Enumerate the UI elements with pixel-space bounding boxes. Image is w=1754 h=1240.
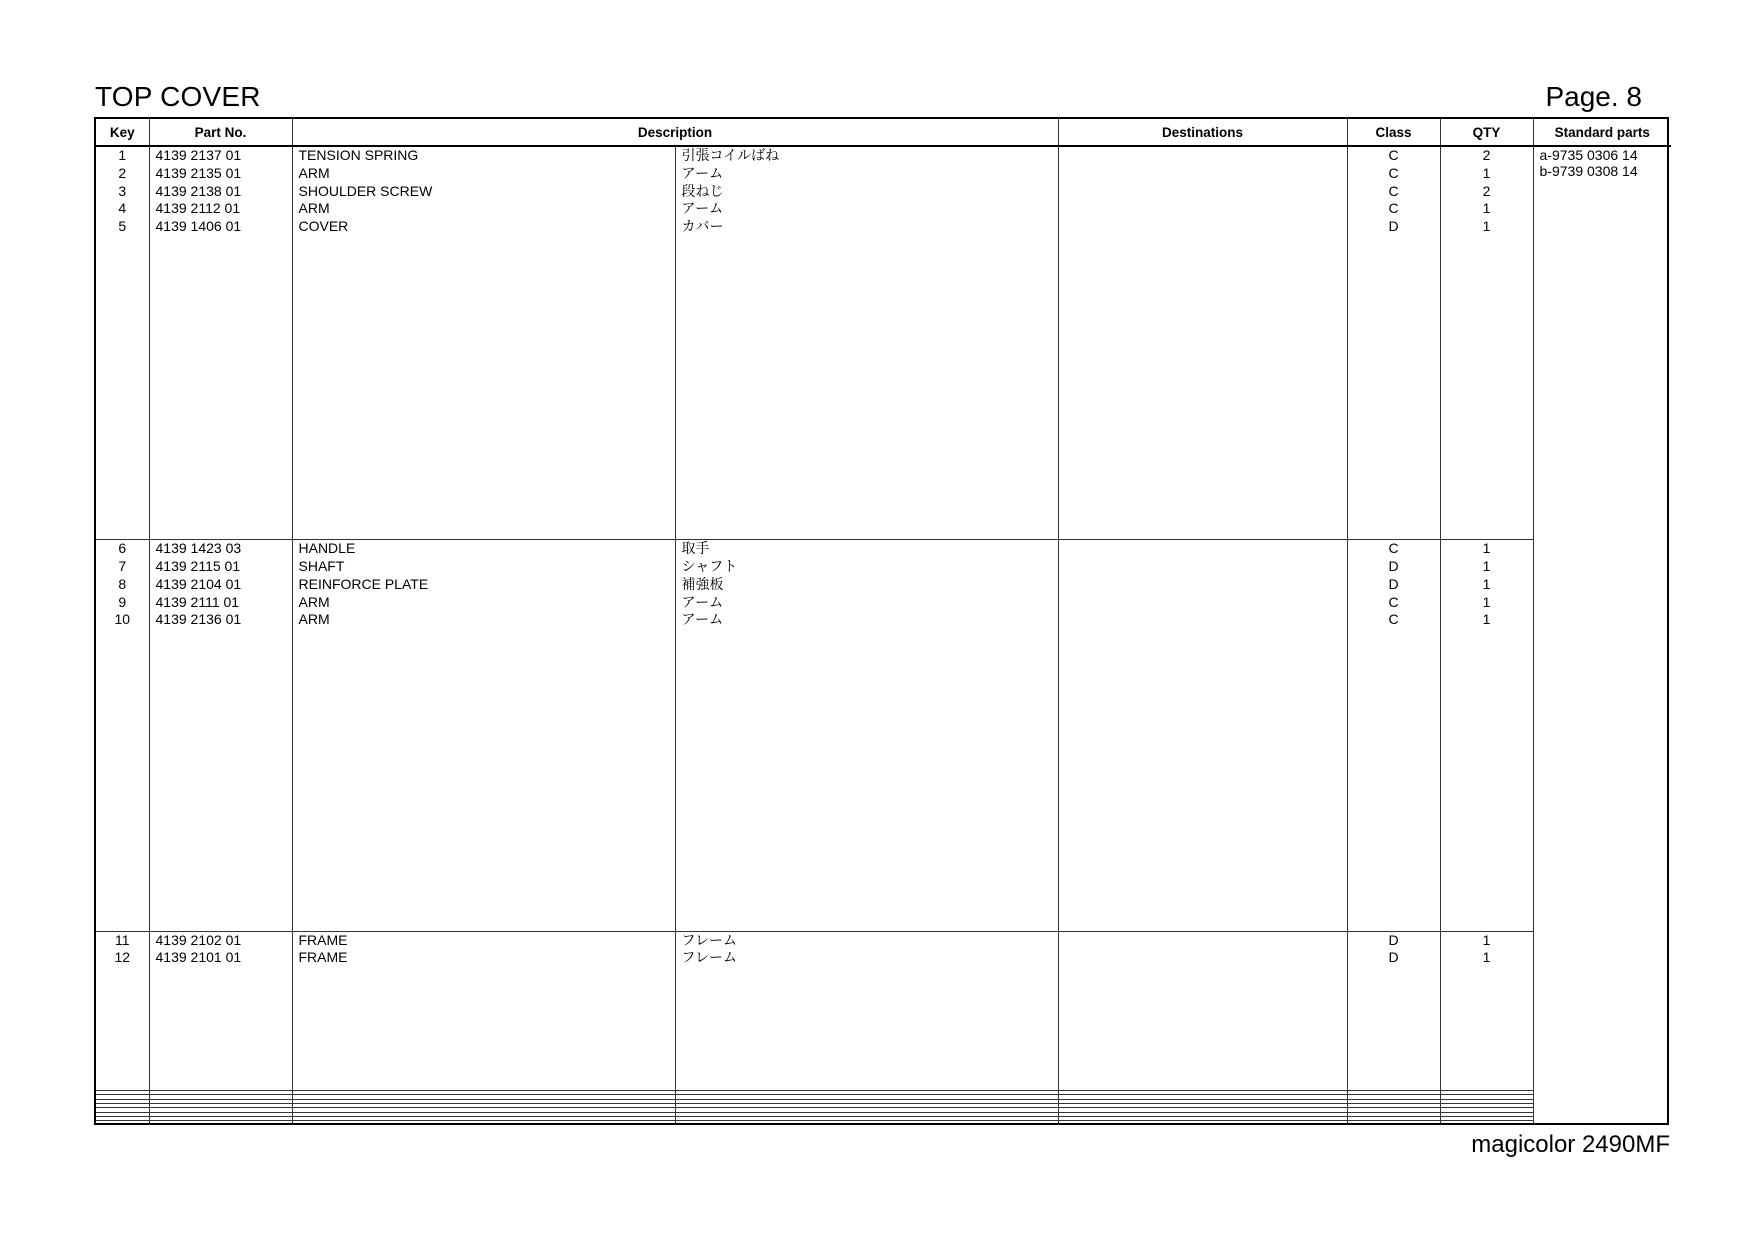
column-header-description: Description bbox=[292, 119, 1058, 146]
table-cell-text: シャフト bbox=[681, 557, 738, 574]
table-cell-text: 4139 2102 01 bbox=[155, 931, 242, 948]
table-cell-text: C bbox=[1388, 611, 1399, 628]
column-header-destinations: Destinations bbox=[1058, 119, 1347, 146]
table-cell-text: 1 bbox=[1482, 164, 1491, 181]
table-cell-text: D bbox=[1388, 949, 1399, 966]
table-cell-text bbox=[1059, 183, 1347, 201]
model-name: magicolor 2490MF bbox=[1471, 1131, 1670, 1158]
standard-part-item: b-9739 0308 14 bbox=[1539, 163, 1638, 179]
table-row-group bbox=[96, 540, 1671, 931]
table-cell-text: 4139 1406 01 bbox=[155, 218, 242, 235]
table-cell-text: C bbox=[1388, 147, 1399, 163]
table-cell-text: 4139 2137 01 bbox=[155, 147, 242, 163]
table-cell-text bbox=[1059, 949, 1347, 967]
table-cell-text: フレーム bbox=[681, 949, 737, 966]
parts-list-table bbox=[94, 117, 1669, 1125]
table-cell-text: 4139 2112 01 bbox=[155, 200, 241, 217]
table-cell-text bbox=[1059, 147, 1347, 165]
table-cell-text: C bbox=[1388, 182, 1399, 199]
table-row-group bbox=[96, 146, 1671, 540]
description-jp-cell bbox=[675, 540, 1058, 931]
table-cell-text: 6 bbox=[118, 540, 127, 557]
class-cell bbox=[1347, 146, 1440, 540]
table-cell-text: 引張コイルばね bbox=[681, 147, 780, 163]
column-header-qty: QTY bbox=[1440, 119, 1533, 146]
table-cell-text: ARM bbox=[298, 200, 330, 217]
qty-cell bbox=[1440, 1121, 1533, 1123]
table-cell-text bbox=[1059, 218, 1347, 236]
description-en-cell bbox=[292, 146, 675, 540]
table-cell-text: アーム bbox=[681, 164, 724, 181]
standard-parts-cell bbox=[1533, 146, 1671, 1123]
description-en-cell bbox=[292, 931, 675, 1090]
table-cell-text bbox=[1059, 540, 1347, 558]
table-cell-text: 7 bbox=[118, 557, 127, 574]
table-cell-text bbox=[1059, 576, 1347, 594]
part-no-cell bbox=[149, 1121, 292, 1123]
table-cell-text bbox=[1059, 594, 1347, 612]
page-number: Page. 8 bbox=[1545, 81, 1642, 112]
table-cell-text: HANDLE bbox=[298, 540, 356, 557]
table-cell-text: 1 bbox=[1482, 575, 1491, 592]
table-header-row bbox=[96, 119, 1671, 146]
table-cell-text: C bbox=[1388, 200, 1399, 217]
table-cell-text bbox=[1059, 932, 1347, 950]
table-cell-text: 4139 2101 01 bbox=[155, 949, 242, 966]
description-jp-cell bbox=[675, 146, 1058, 540]
column-header-class: Class bbox=[1347, 119, 1440, 146]
part-no-cell bbox=[149, 146, 292, 540]
table-cell-text: 10 bbox=[114, 611, 131, 628]
table-cell-text bbox=[1059, 200, 1347, 218]
table-cell-text: 4139 2104 01 bbox=[155, 575, 242, 592]
table-cell-text: カバー bbox=[681, 218, 724, 235]
standard-part-item: a-9735 0306 14 bbox=[1539, 147, 1638, 163]
destinations-cell bbox=[1058, 146, 1347, 540]
table-cell-text: 1 bbox=[1482, 593, 1491, 610]
class-cell bbox=[1347, 540, 1440, 931]
key-cell bbox=[96, 1121, 149, 1123]
table-cell-text: 4139 2115 01 bbox=[155, 557, 241, 574]
destinations-cell bbox=[1058, 931, 1347, 1090]
table-cell-text: 3 bbox=[118, 182, 127, 199]
column-header-key: Key bbox=[96, 119, 149, 146]
class-cell bbox=[1347, 931, 1440, 1090]
qty-cell bbox=[1440, 540, 1533, 931]
table-cell-text: 1 bbox=[118, 147, 127, 163]
qty-cell bbox=[1440, 931, 1533, 1090]
table-cell-text: アーム bbox=[681, 200, 724, 217]
table-cell-text: FRAME bbox=[298, 949, 348, 966]
table-cell-text: 4139 2135 01 bbox=[155, 164, 242, 181]
table-cell-text: D bbox=[1388, 218, 1399, 235]
description-jp-cell bbox=[675, 1121, 1058, 1123]
table-cell-text: アーム bbox=[681, 593, 724, 610]
table-cell-text: 5 bbox=[118, 218, 127, 235]
key-cell bbox=[96, 931, 149, 1090]
table-cell-text: C bbox=[1388, 164, 1399, 181]
table-cell-text: 4139 2136 01 bbox=[155, 611, 242, 628]
part-no-cell bbox=[149, 931, 292, 1090]
table-cell-text: 4139 1423 03 bbox=[155, 540, 242, 557]
table-cell-text: ARM bbox=[298, 593, 330, 610]
table-cell-text: 12 bbox=[114, 949, 131, 966]
table-cell-text: 11 bbox=[114, 931, 130, 948]
table-cell-text: アーム bbox=[681, 611, 724, 628]
class-cell bbox=[1347, 1121, 1440, 1123]
table-cell-text: 1 bbox=[1482, 218, 1491, 235]
table-cell-text: FRAME bbox=[298, 931, 348, 948]
table-cell-text: C bbox=[1388, 593, 1399, 610]
table-cell-text: 4139 2138 01 bbox=[155, 182, 242, 199]
table-cell-text: ARM bbox=[298, 611, 330, 628]
part-no-cell bbox=[149, 540, 292, 931]
key-cell bbox=[96, 540, 149, 931]
table-cell-text: COVER bbox=[298, 218, 349, 235]
table-cell-text: SHOULDER SCREW bbox=[298, 182, 433, 199]
table-cell-text: 4139 2111 01 bbox=[155, 593, 240, 610]
table-row-group bbox=[96, 931, 1671, 1090]
table-cell-text: 1 bbox=[1482, 540, 1491, 557]
table-cell-text: 補強板 bbox=[681, 575, 724, 592]
table-cell-text: フレーム bbox=[681, 931, 737, 948]
table-cell-text: 1 bbox=[1482, 611, 1491, 628]
table-cell-text: 1 bbox=[1482, 200, 1491, 217]
table-cell-text: 4 bbox=[118, 200, 127, 217]
description-en-cell bbox=[292, 540, 675, 931]
column-header-part-no: Part No. bbox=[149, 119, 292, 146]
table-cell-text: SHAFT bbox=[298, 557, 345, 574]
table-cell-text: 8 bbox=[118, 575, 127, 592]
description-en-cell bbox=[292, 1121, 675, 1123]
table-cell-text: D bbox=[1388, 557, 1399, 574]
key-cell bbox=[96, 146, 149, 540]
destinations-cell bbox=[1058, 540, 1347, 931]
table-cell-text: 取手 bbox=[681, 540, 710, 557]
table-cell-text bbox=[1059, 611, 1347, 629]
qty-cell bbox=[1440, 146, 1533, 540]
table-cell-text: D bbox=[1388, 575, 1399, 592]
table-cell-text bbox=[1059, 165, 1347, 183]
table-cell-text: 2 bbox=[1482, 182, 1491, 199]
table-cell-text: 2 bbox=[1482, 147, 1491, 163]
table-cell-text: 1 bbox=[1482, 949, 1491, 966]
destinations-cell bbox=[1058, 1121, 1347, 1123]
parts-table-body bbox=[96, 146, 1671, 1123]
table-cell-text: 段ねじ bbox=[681, 182, 724, 199]
table-cell-text: 9 bbox=[118, 593, 127, 610]
table-cell-text: C bbox=[1388, 540, 1399, 557]
table-cell-text bbox=[1059, 558, 1347, 576]
table-cell-text: ARM bbox=[298, 164, 330, 181]
table-cell-text: 2 bbox=[118, 164, 127, 181]
description-jp-cell bbox=[675, 931, 1058, 1090]
table-cell-text: REINFORCE PLATE bbox=[298, 575, 429, 592]
table-row-group bbox=[96, 1121, 1671, 1123]
table-cell-text: 1 bbox=[1482, 557, 1491, 574]
table-cell-text: D bbox=[1388, 931, 1399, 948]
column-header-standard-parts: Standard parts bbox=[1533, 119, 1671, 146]
table-cell-text: 1 bbox=[1482, 931, 1491, 948]
table-cell-text: TENSION SPRING bbox=[298, 147, 419, 163]
page-title: TOP COVER bbox=[95, 81, 261, 112]
